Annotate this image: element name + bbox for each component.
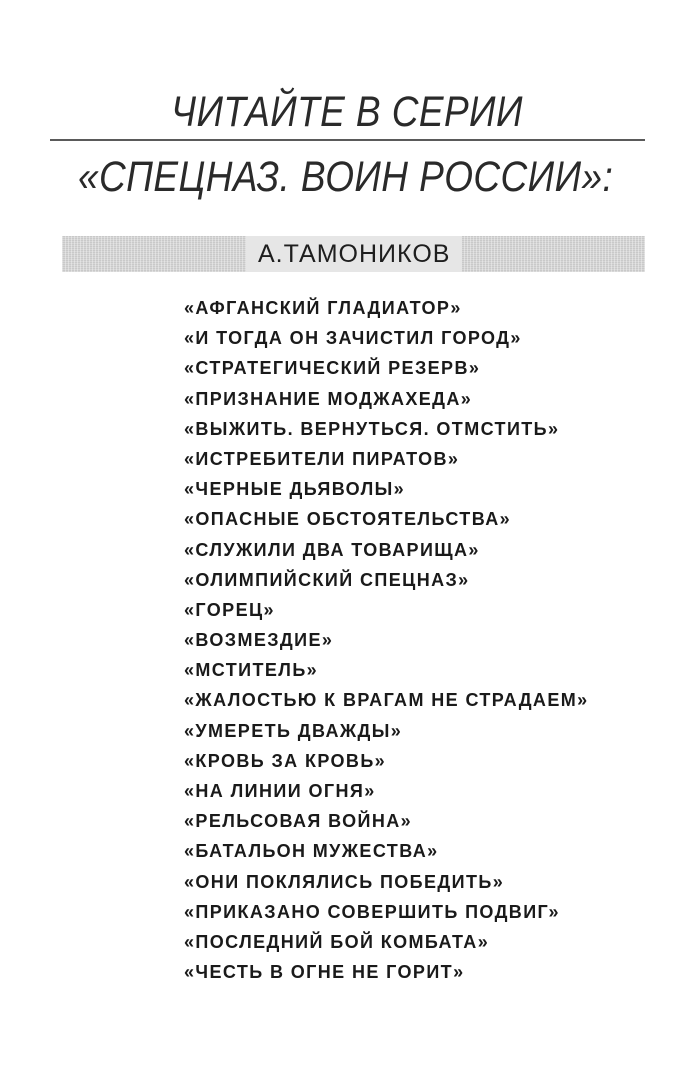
book-title: «ОЛИМПИЙСКИЙ СПЕЦНАЗ» [184, 569, 470, 590]
book-title: «ЖАЛОСТЬЮ К ВРАГАМ НЕ СТРАДАЕМ» [184, 690, 589, 711]
book-title: «ВОЗМЕЗДИЕ» [184, 630, 334, 651]
heading-divider [50, 139, 645, 141]
book-title: «ГОРЕЦ» [184, 599, 275, 620]
book-title: «МСТИТЕЛЬ» [184, 660, 319, 681]
series-heading-line1: ЧИТАЙТЕ В СЕРИИ [171, 88, 523, 136]
book-title: «СТРАТЕГИЧЕСКИЙ РЕЗЕРВ» [184, 358, 481, 379]
book-title: «НА ЛИНИИ ОГНЯ» [184, 781, 376, 801]
book-title: «ИСТРЕБИТЕЛИ ПИРАТОВ» [184, 448, 460, 469]
book-title: «УМЕРЕТЬ ДВАЖДЫ» [184, 720, 403, 741]
series-heading-line2: «СПЕЦНАЗ. ВОИН РОССИИ»: [78, 153, 614, 201]
book-title: «И ТОГДА ОН ЗАЧИСТИЛ ГОРОД» [184, 328, 522, 349]
author-name: А.ТАМОНИКОВ [246, 236, 462, 272]
book-title: «ВЫЖИТЬ. ВЕРНУТЬСЯ. ОТМСТИТЬ» [184, 418, 560, 439]
book-title: «ОНИ ПОКЛЯЛИСЬ ПОБЕДИТЬ» [184, 871, 505, 892]
book-title: «ЧЕСТЬ В ОГНЕ НЕ ГОРИТ» [184, 962, 465, 983]
book-list [184, 293, 589, 987]
book-title: «РЕЛЬСОВАЯ ВОЙНА» [184, 811, 413, 832]
book-title: «ПОСЛЕДНИЙ БОЙ КОМБАТА» [184, 931, 490, 952]
book-title: «СЛУЖИЛИ ДВА ТОВАРИЩА» [184, 539, 480, 560]
book-title: «ПРИЗНАНИЕ МОДЖАХЕДА» [184, 388, 473, 409]
book-title: «БАТАЛЬОН МУЖЕСТВА» [184, 841, 439, 862]
book-title: «КРОВЬ ЗА КРОВЬ» [184, 750, 387, 771]
book-title: «ПРИКАЗАНО СОВЕРШИТЬ ПОДВИГ» [184, 901, 560, 922]
book-title: «ОПАСНЫЕ ОБСТОЯТЕЛЬСТВА» [184, 509, 512, 530]
book-title: «АФГАНСКИЙ ГЛАДИАТОР» [184, 298, 462, 318]
book-title: «ЧЕРНЫЕ ДЬЯВОЛЫ» [184, 479, 406, 500]
